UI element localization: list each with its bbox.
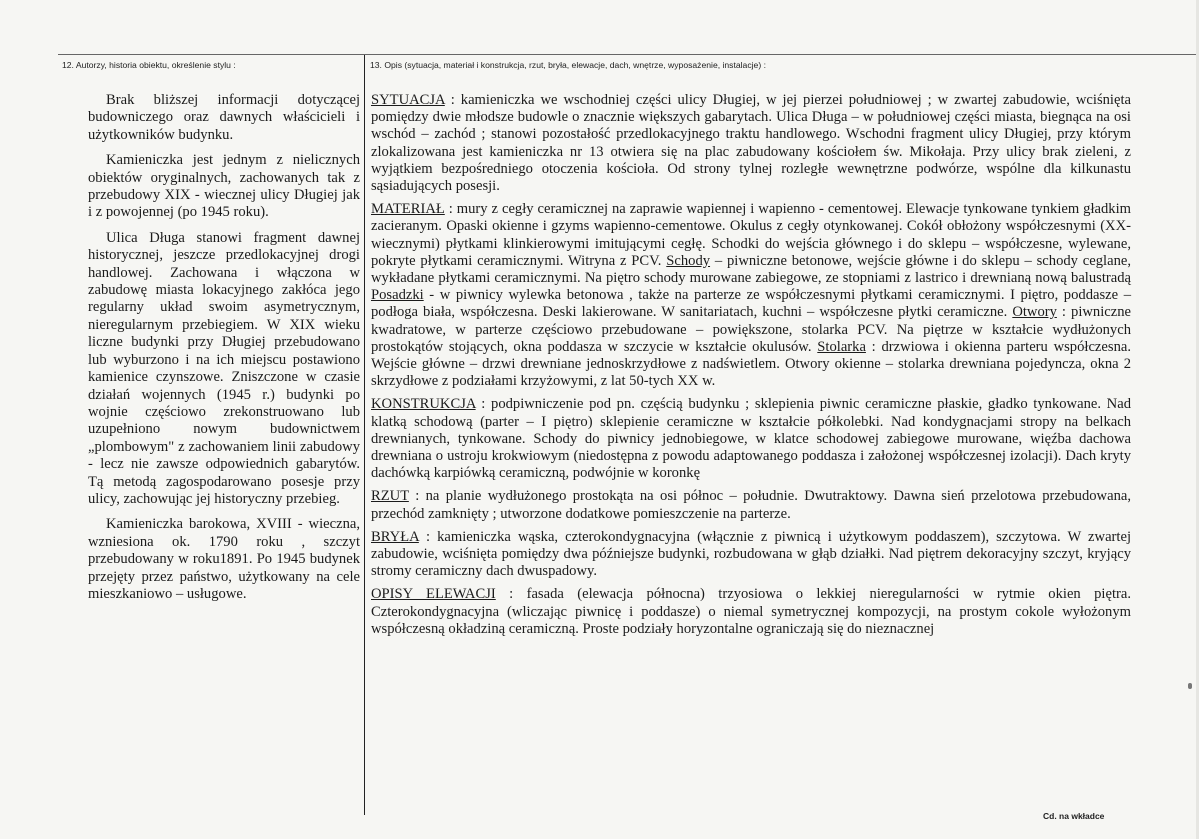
konstrukcja-text: : podpiwniczenie pod pn. częścią budynku ; sklepienia piwnic ceramiczne płaskie, gładko tynkowane. Nad klatką schodową (parter – I piętro) sklepienie ceramiczne w kształcie półkolebki. Nad kondygnacjami stropy na belkach drewnianych, tynkowane. Schody do piwnicy jednobiegowe, w klatce schodowej zabiegowe murowane, więźba dachowa drewniana o ustroju krokwiowym (niedostępna z powodu adaptowanego poddasza i założonej współczesnej izolacji). Dach kryty dachówką karpiówką ceramiczną, podwójnie w koronkę (371, 396, 1131, 482)
bryla-text: : kamieniczka wąska, czterokondygnacyjna (włącznie z piwnicą i użytkowym poddaszem), szczytowa. W zwartej zabudowie, wciśnięta pomiędzy dwa późniejsze budynki, rozbudowana w głąb działki. Nad piętrem dekoracyjny szczyt, kryjący stromy ceramiczny dach dwuspadowy. (371, 528, 1131, 580)
top-rule (58, 54, 1198, 55)
description-column (371, 92, 1131, 644)
posadzki-label: Posadzki (371, 287, 424, 304)
left-section-header: 12. Autorzy, historia obiektu, określenie stylu : (62, 60, 236, 70)
history-paragraph-2: Kamieniczka jest jednym z nielicznych obiektów oryginalnych, zachowanych tak z przebudowy XIX - wiecznej ulicy Długiej jak i z powojennej (po 1945 roku). (88, 152, 360, 221)
history-paragraph-1: Brak bliższej informacji dotyczącej budowniczego oraz dawnych właścicieli i użytkowników budynku. (88, 92, 360, 143)
material-text-3: - w piwnicy wylewka betonowa , także na parterze ze współczesnymi płytkami ceramicznymi. I piętro, poddasze – podłoga biała, współczesna. Deski lakierowane. W sanitariatach, kuchni – współczesne płytki ceramiczne. (371, 287, 1131, 321)
bryla-label: BRYŁA (371, 528, 419, 545)
elewacje-text: : fasada (elewacja północna) trzyosiowa o lekkiej nieregularności w rytmie okien piętra. Czterokondygnacyjna (wliczając piwnicę i poddasze) o niemal symetrycznej kompozycji, na prostym cokole wyłożonym współczesną okładziną ceramiczną. Proste podziały horyzontalne ograniczają się do nieznacznej (371, 586, 1131, 637)
material-text-2: – piwniczne betonowe, wejście główne i do sklepu – schody ceglane, wykładane płytkami ceramicznymi. Na piętro schody murowane zabiegowe, ze stopniami z lastrico i drewnianą nową balustradą (371, 252, 1131, 287)
section-material (371, 201, 1131, 390)
history-paragraph-4: Kamieniczka barokowa, XVIII - wieczna, wzniesiona ok. 1790 roku , szczyt przebudowany w roku1891. Po 1945 budynek przejęty przez państwo, użytkowany na cele mieszkaniowo – usługowe. (88, 516, 360, 602)
rzut-text: : na planie wydłużonego prostokąta na osi północ – południe. Dwutraktowy. Dawna sień przelotowa przebudowana, przechód zamknięty ; utworzone dodatkowe pomieszczenie na parterze. (371, 488, 1131, 522)
sytuacja-text: : kamieniczka we wschodniej części ulicy Długiej, w jej pierzei południowej ; w zwartej zabudowie, wciśnięta pomiędzy dwie młodsze budowle o znacznie większych gabarytach. Ulica Długa – w południowej części miasta, biegnąca na osi wschód – zachód ; stanowi pozostałość przedlokacyjnego traktu handlowego. Wschodni fragment ulicy Długiej, przy którym zlokalizowana jest kamieniczka nr 13 otwiera się na plac zabudowany kościołem św. Mikołaja. Przy ulicy brak zieleni, z wyjątkiem bezpośredniego otoczenia kościoła. Od strony tylnej rozległe wewnętrzne podwórze, wspólne dla kilkunastu sąsiadujących posesji. (371, 92, 1131, 195)
column-divider (364, 55, 365, 815)
history-paragraph-3: Ulica Długa stanowi fragment dawnej historycznej, jeszcze przedlokacyjnej drogi handlowej. Zachowana i włączona w zabudowę miasta lokacyjnego zakłóca jego regularny układ swoim asymetrycznym, nieregularnym przebiegiem. W XIX wieku liczne budynki przy Długiej przebudowano lub wyburzono i na ich miejscu postawiono kamienice czynszowe. Zniszczone w czasie działań wojennych (1945 r.) budynki po wojnie częściowo zrekonstruowano lub uzupełniono nowym budownictwem „plombowym" z zachowaniem linii zabudowy - lecz nie zawsze odpowiednich gabarytów. Tą metodą zagospodarowano posesje przy ulicy, zachowując jej historyczny przebieg. (88, 229, 360, 507)
section-bryla (371, 529, 1131, 581)
scan-speck (1188, 683, 1192, 689)
material-text-5: : drzwiowa i okienna parteru współczesna. Wejście główne – drzwi drewniane jednoskrzydłowe z nadświetlem. Otwory okienne – stolarka drewniana pojedyncza, okna 2 skrzydłowe z podziałami krzyżowymi, z lat 50-tych XX w. (371, 338, 1131, 390)
history-column (88, 92, 360, 611)
stolarka-label: Stolarka (817, 338, 866, 355)
rzut-label: RZUT (371, 488, 409, 505)
section-elewacje (371, 586, 1131, 638)
material-text-4: : piwniczne kwadratowe, w parterze częściowo przebudowane – powiększone, stolarka PCV. Na piętrze w kształcie wydłużonych prostokątów stojących, okna poddasza w szczycie w kształcie okulusów. (371, 304, 1131, 355)
section-sytuacja (371, 92, 1131, 195)
konstrukcja-label: KONSTRUKCJA (371, 396, 476, 413)
otwory-label: Otwory (1012, 304, 1057, 321)
elewacje-label: OPISY ELEWACJI (371, 586, 496, 603)
sytuacja-label: SYTUACJA (371, 92, 445, 108)
material-text-1: : mury z cegły ceramicznej na zaprawie wapiennej i wapienno - cementowej. Elewacje tynkowane tynkiem gładkim zacieranym. Opaski okienne i gzyms wapienno-cementowe. Okulus z cegły otynkowanej. Cokół obłożony współczesnymi (XX-wiecznymi) płytkami klinkierowymi imitującymi cegłę. Schodki do wejścia głównego i do sklepu – współczesne, wylewane, pokryte płytkami ceramicznymi. Witryna z PCV. (371, 201, 1131, 269)
continuation-note: Cd. na wkładce (1043, 811, 1105, 821)
material-label: MATERIAŁ (371, 201, 445, 218)
right-section-header: 13. Opis (sytuacja, materiał i konstrukcja, rzut, bryła, elewacje, dach, wnętrze, wyposażenie, instalacje) : (370, 60, 766, 70)
section-rzut (371, 488, 1131, 522)
schody-label: Schody (666, 252, 711, 269)
section-konstrukcja (371, 396, 1131, 482)
